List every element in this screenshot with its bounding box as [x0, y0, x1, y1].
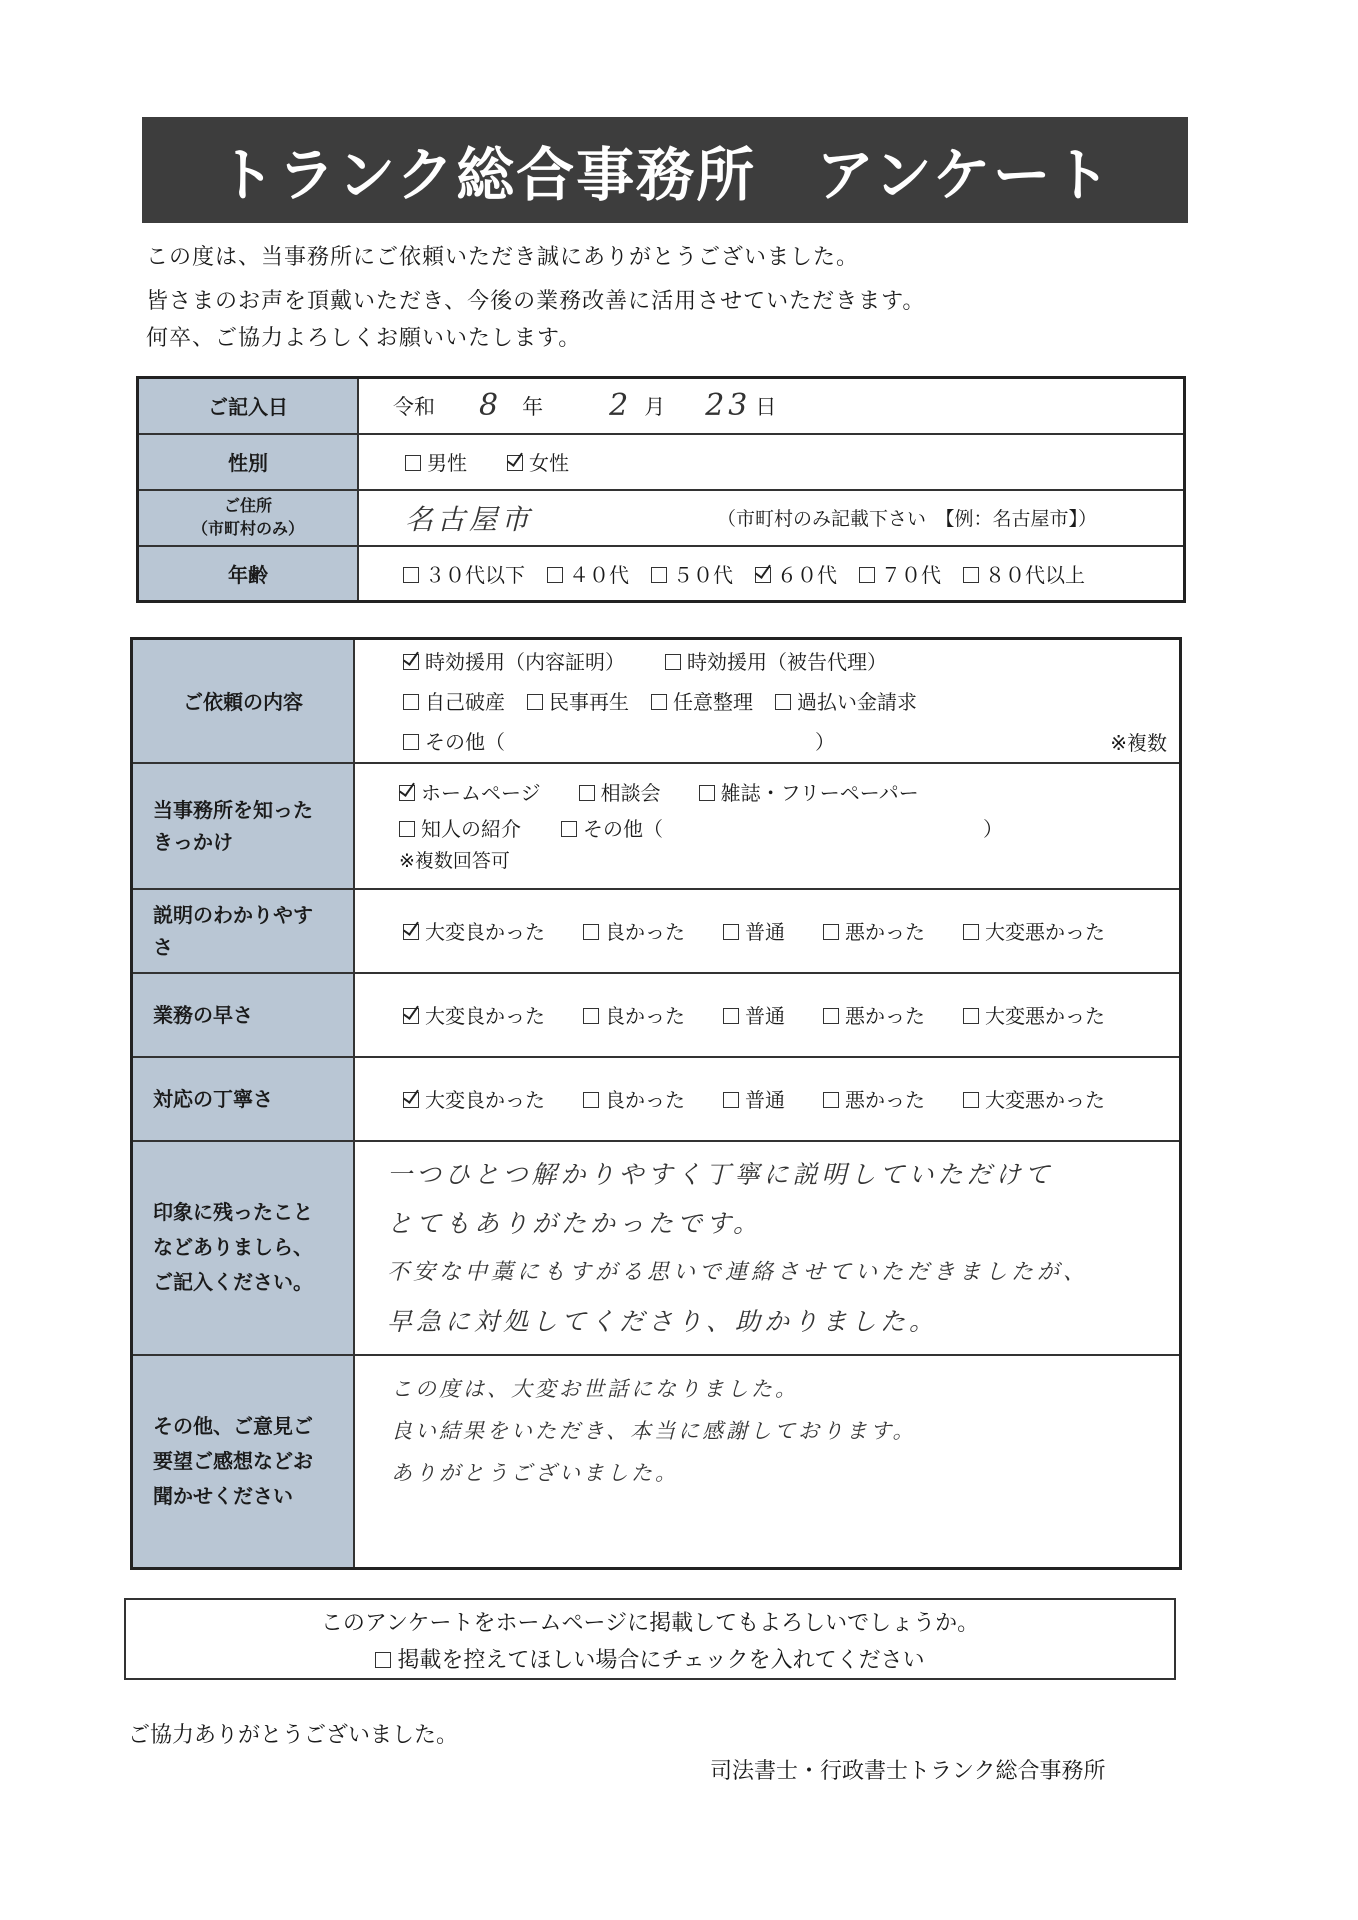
rating-option[interactable]: 悪かった	[823, 916, 925, 945]
rating-label-explanation: 説明のわかりやす さ	[132, 889, 355, 973]
checkbox-icon	[823, 1092, 839, 1108]
gender-option-male[interactable]: 男性	[405, 447, 467, 476]
impression-line: 早急に対処してくださり、助かりました。	[387, 1306, 939, 1336]
checkbox-checked-icon	[399, 785, 415, 801]
other-line: 良い結果をいただき、本当に感謝しております。	[391, 1418, 917, 1443]
rating-option[interactable]: 普通	[723, 916, 785, 945]
checkbox-icon	[405, 455, 421, 471]
checkbox-icon	[403, 567, 419, 583]
request-other-close: ）	[815, 730, 835, 755]
day-unit: 日	[755, 394, 777, 419]
rating-option[interactable]: 大変悪かった	[963, 1084, 1105, 1113]
checkbox-icon	[859, 567, 875, 583]
source-option-other[interactable]: その他（	[561, 813, 663, 842]
age-option-40[interactable]: ４０代	[547, 559, 629, 588]
rating-option[interactable]: 大変良かった	[403, 916, 545, 945]
checkbox-icon	[775, 694, 791, 710]
checkbox-icon	[547, 567, 563, 583]
source-option-zasshi[interactable]: 雑誌・フリーペーパー	[699, 777, 919, 806]
source-label: 当事務所を知った きっかけ	[132, 763, 355, 889]
address-value[interactable]: 名古屋市	[405, 502, 534, 536]
age-option-70[interactable]: ７０代	[859, 559, 941, 588]
checkbox-icon	[823, 924, 839, 940]
checkbox-icon	[583, 1092, 599, 1108]
source-option-chijin[interactable]: 知人の紹介	[399, 813, 521, 842]
rating-option[interactable]: 大変悪かった	[963, 1000, 1105, 1029]
request-option-kabarai[interactable]: 過払い金請求	[775, 686, 917, 715]
checkbox-checked-icon	[403, 654, 419, 670]
checkbox-icon	[699, 785, 715, 801]
signature: 司法書士・行政書士トランク総合事務所	[710, 1759, 1106, 1784]
consent-question: このアンケートをホームページに掲載してもよろしいでしょうか。	[320, 1611, 980, 1636]
age-label: 年齢	[138, 546, 359, 602]
consent-box	[124, 1598, 1176, 1680]
address-note: （市町村のみ記載下さい 【例：名古屋市】）	[717, 508, 1098, 530]
impression-line: とてもありがたかったです。	[387, 1208, 763, 1238]
impression-line: 一つひとつ解かりやすく丁寧に説明していただけて	[387, 1159, 1054, 1189]
page-title: トランク総合事務所 アンケート	[142, 117, 1188, 223]
checkbox-icon	[583, 1008, 599, 1024]
year-value: 8	[479, 388, 503, 424]
checkbox-icon	[403, 694, 419, 710]
other-label: その他、ご意見ご 要望ご感想などお 聞かせください	[132, 1355, 355, 1569]
rating-label-politeness: 対応の丁寧さ	[132, 1057, 355, 1141]
checkbox-icon	[583, 924, 599, 940]
rating-option[interactable]: 普通	[723, 1000, 785, 1029]
date-field[interactable]	[358, 378, 1185, 434]
age-option-60[interactable]: ６０代	[755, 559, 837, 588]
rating-row-speed	[355, 997, 1179, 1033]
checkbox-icon	[561, 821, 577, 837]
request-option-nin-i-seiri[interactable]: 任意整理	[651, 686, 753, 715]
request-option-other[interactable]: その他（	[403, 726, 505, 755]
rating-option[interactable]: 大変悪かった	[963, 916, 1105, 945]
request-note: ※複数	[1110, 730, 1167, 755]
consent-checkbox[interactable]	[126, 1643, 1174, 1674]
checkbox-icon	[579, 785, 595, 801]
rating-row-politeness	[355, 1081, 1179, 1117]
rating-option[interactable]: 悪かった	[823, 1084, 925, 1113]
checkbox-icon	[665, 654, 681, 670]
checkbox-checked-icon	[403, 1092, 419, 1108]
basic-info-table	[136, 376, 1186, 603]
checkbox-icon	[375, 1652, 391, 1668]
other-line: ありがとうございました。	[391, 1460, 679, 1485]
source-note: ※複数回答可	[399, 849, 510, 872]
rating-option[interactable]: 良かった	[583, 1084, 685, 1113]
request-option-jikou-hikoku[interactable]: 時効援用（被告代理）	[665, 646, 887, 675]
checkbox-checked-icon	[507, 455, 523, 471]
source-other-close: ）	[983, 817, 1003, 841]
source-option-homepage[interactable]: ホームページ	[399, 777, 541, 806]
checkbox-icon	[403, 734, 419, 750]
year-unit: 年	[522, 394, 544, 419]
checkbox-checked-icon	[403, 924, 419, 940]
request-option-jiko-hasan[interactable]: 自己破産	[403, 686, 505, 715]
checkbox-icon	[651, 567, 667, 583]
other-line: この度は、大変お世話になりました。	[391, 1376, 799, 1401]
checkbox-icon	[399, 821, 415, 837]
rating-option[interactable]: 良かった	[583, 1000, 685, 1029]
checkbox-checked-icon	[403, 1008, 419, 1024]
checkbox-icon	[651, 694, 667, 710]
checkbox-icon	[963, 924, 979, 940]
rating-row-explanation	[355, 913, 1179, 949]
day-value: 23	[705, 388, 752, 424]
rating-option[interactable]: 良かった	[583, 916, 685, 945]
checkbox-icon	[723, 1008, 739, 1024]
survey-table	[130, 637, 1182, 1570]
other-textarea[interactable]	[354, 1355, 1181, 1569]
address-label: ご住所 （市町村のみ）	[138, 490, 359, 546]
request-option-jikou-naiyou[interactable]: 時効援用（内容証明）	[403, 646, 625, 675]
gender-option-female[interactable]: 女性	[507, 447, 569, 476]
impression-label: 印象に残ったこと などありましら、 ご記入ください。	[132, 1141, 355, 1355]
consent-checkbox-label: 掲載を控えてほしい場合にチェックを入れてください	[397, 1648, 925, 1673]
checkbox-icon	[723, 1092, 739, 1108]
date-label: ご記入日	[138, 378, 359, 434]
checkbox-icon	[823, 1008, 839, 1024]
rating-option[interactable]: 大変良かった	[403, 1000, 545, 1029]
request-option-minji-saisei[interactable]: 民事再生	[527, 686, 629, 715]
month-value: 2	[609, 388, 633, 424]
closing-text: ご協力ありがとうございました。	[128, 1723, 459, 1748]
gender-label: 性別	[138, 434, 359, 490]
request-label: ご依頼の内容	[132, 639, 355, 763]
checkbox-icon	[723, 924, 739, 940]
intro-line-3: 何卒、ご協力よろしくお願いいたします。	[146, 326, 582, 351]
impression-textarea[interactable]	[354, 1141, 1181, 1355]
month-unit: 月	[644, 394, 666, 419]
rating-label-speed: 業務の早さ	[132, 973, 355, 1057]
checkbox-icon	[963, 1008, 979, 1024]
intro-line-1: この度は、当事務所にご依頼いただき誠にありがとうございました。	[146, 245, 860, 270]
rating-option[interactable]: 大変良かった	[403, 1084, 545, 1113]
checkbox-checked-icon	[755, 567, 771, 583]
age-option-30[interactable]: ３０代以下	[403, 559, 525, 588]
intro-line-2: 皆さまのお声を頂戴いただき、今後の業務改善に活用させていただきます。	[146, 289, 926, 314]
age-option-80[interactable]: ８０代以上	[963, 559, 1085, 588]
impression-line: 不安な中藁にもすがる思いで連絡させていただきましたが、	[387, 1259, 1090, 1285]
rating-option[interactable]: 悪かった	[823, 1000, 925, 1029]
checkbox-icon	[963, 1092, 979, 1108]
checkbox-icon	[963, 567, 979, 583]
source-option-soudankai[interactable]: 相談会	[579, 777, 661, 806]
checkbox-icon	[527, 694, 543, 710]
age-option-50[interactable]: ５０代	[651, 559, 733, 588]
rating-option[interactable]: 普通	[723, 1084, 785, 1113]
era: 令和	[393, 394, 435, 419]
